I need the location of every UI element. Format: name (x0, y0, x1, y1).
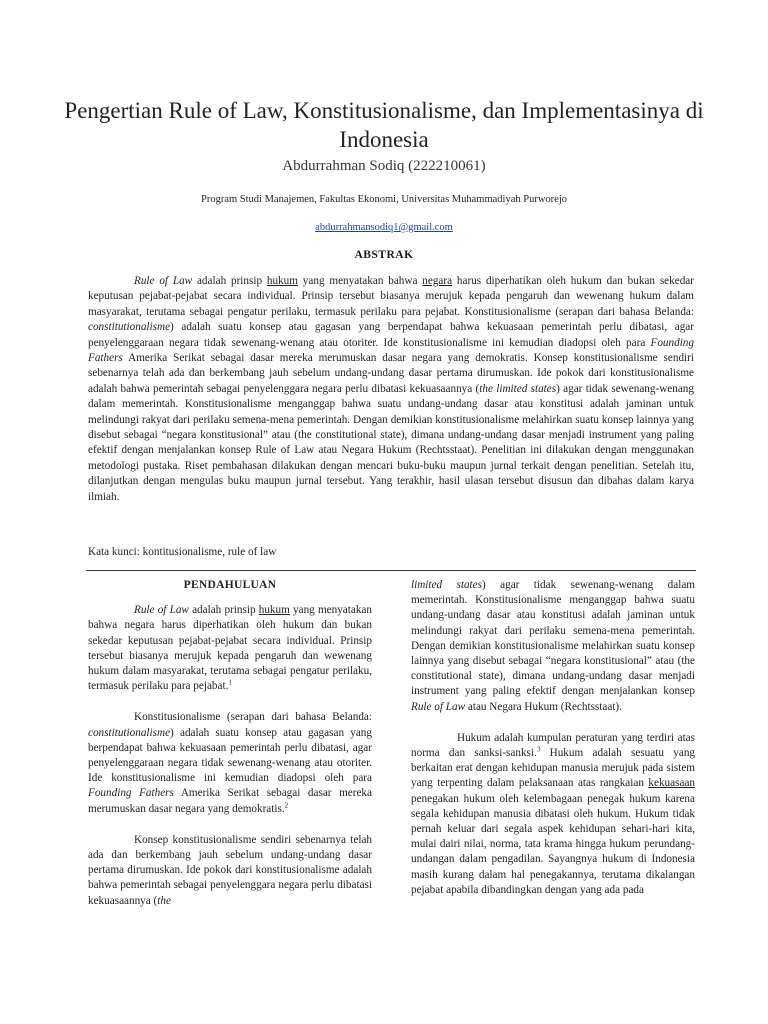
section-heading-pendahuluan: PENDAHULUAN (183, 579, 277, 591)
paragraph: Konsep konstitusionalisme sendiri sebenarnya telah ada dan berkembang jauh sebelum undang-undang dasar pertama dirumuskan. Ide pokok dari konstitusionalisme adalah bahwa pemerintah sebagai penyelenggara negara perlu dibatasi kekuasaannya (the (88, 833, 372, 907)
paragraph: Hukum adalah kumpulan peraturan yang terdiri atas norma dan sanksi-sanksi.$^3$ Hukum adalah sesuatu yang berkaitan erat dengan kehidupan manusia merujuk pada sistem yang terpenting dalam pelaksanaan atas rangkaian kekuasaan penegakan hukum oleh kelembagaan penegak hukum karena segala kehidupan manusia dibatasi oleh hukum. Hukum tidak pernah keluar dari segala aspek kehidupan sehari-hari kita, mulai dairi nilai, norma, tata krama hingga hukum perundang-undangan dalam pengadilan. Sayangnya hukum di Indonesia masih kurang dalam hal penegakannya, terutama dikalangan pejabat apabila dibandingkan dengan yang ada pada (411, 731, 696, 896)
right-column (411, 578, 695, 914)
paragraph: Rule of Law adalah prinsip hukum yang menyatakan bahwa negara harus diperhatikan oleh hukum dan bukan sekedar keputusan pejabat-pejabat secara individual. Prinsip tersebut biasanya merujuk kepada pengaruh dan wewenang hukum dalam masyarakat, terutama sebagai pengatur perilaku, termasuk perilaku para pejabat.$^1$ (88, 604, 372, 693)
author-name: Abdurrahman Sodiq (222210061) (282, 158, 486, 174)
paper-title: Pengertian Rule of Law, Konstitusionalisme, dan Implementasinya di Indonesia (64, 98, 704, 152)
abstract-body: Rule of Law adalah prinsip hukum yang menyatakan bahwa negara harus diperhatikan oleh hukum dan bukan sekedar keputusan pejabat-pejabat secara individual. Prinsip tersebut biasanya merujuk kepada pengaruh dan wewenang hukum dalam masyarakat, terutama sebagai pengatur perilaku, termasuk perilaku para pejabat. Konstitusionalisme (serapan dari bahasa Belanda: constitutionalisme) adalah suatu konsep atau gagasan yang berpendapat bahwa kekuasaan pemerintah perlu dibatasi, agar penyelenggaraan negara tidak sewenang-wenang atau otoriter. Ide konstitusionalisme ini kemudian diadopsi oleh para Founding Fathers Amerika Serikat sebagai dasar mereka merumuskan dasar negara yang demokratis. Konsep konstitusionalisme sendiri sebenarnya telah ada dan berkembang jauh sebelum undang-undang dasar pertama dirumuskan. Ide pokok dari konstitusionalisme adalah bahwa pemerintah sebagai penyelenggara negara perlu dibatasi kekuasaannya (the limited states) agar tidak sewenang-wenang dalam memerintah. Konstitusionalisme menganggap bahwa suatu undang-undang dasar atau konstitusi adalah jaminan untuk melindungi rakyat dari perilaku semena-mena pemerintah. Dengan demikian konstitusionalisme melahirkan suatu konsep lainnya yang disebut sebagai “negara konstitusional” atau (the constitutional state), dimana undang-undang dasar menjadi instrument yang paling efektif dengan menjalankan konsep Rule of Law atau Negara Hukum (Rechtsstaat). Penelitian ini dilakukan dengan menggunakan metodologi pustaka. Riset pembahasan dilakukan dengan mencari buku-buku maupun jurnal terkait dengan penelitian. Setelah itu, dilanjutkan dengan mengulas buku maupun jurnal tersebut. Yang terakhir, hasil ulasan tersebut disusun dan dibahas dalam karya ilmiah. (88, 275, 694, 503)
paragraph: Konstitusionalisme (serapan dari bahasa Belanda: constitutionalisme) adalah suatu konsep atau gagasan yang berpendapat bahwa kekuasaan pemerintah perlu dibatasi, agar penyelenggaraan negara tidak sewenang-wenang atau otoriter. Ide konstitusionalisme ini kemudian diadopsi oleh para Founding Fathers Amerika Serikat sebagai dasar mereka merumuskan dasar negara yang demokratis.$^2$ (88, 711, 372, 815)
email-link[interactable]: abdurrahmansodiq1@gmail.com (315, 222, 453, 233)
paragraph: limited states) agar tidak sewenang-wenang dalam memerintah. Konstitusionalisme menganggap bahwa suatu undang-undang dasar atau konstitusi adalah jaminan untuk melindungi rakyat dari perilaku semena-mena pemerintah. Dengan demikian konstitusionalisme melahirkan suatu konsep lainnya yang disebut sebagai “negara konstitusional” atau (the constitutional state), dimana undang-undang dasar menjadi instrument yang paling efektif dengan menjalankan konsep Rule of Law atau Negara Hukum (Rechtsstaat). (411, 579, 695, 713)
footnote-ref[interactable]: 1 (228, 678, 232, 687)
footnote-ref[interactable]: 2 (284, 800, 289, 809)
abstract-heading: ABSTRAK (354, 249, 414, 261)
footnote-ref[interactable]: 3 (536, 745, 541, 754)
keywords: Kata kunci: kontitusionalisme, rule of law (88, 546, 277, 558)
affiliation: Program Studi Manajemen, Fakultas Ekonomi, Universitas Muhammadiyah Purworejo (201, 194, 567, 205)
left-column (88, 578, 372, 925)
section-divider (86, 570, 696, 571)
